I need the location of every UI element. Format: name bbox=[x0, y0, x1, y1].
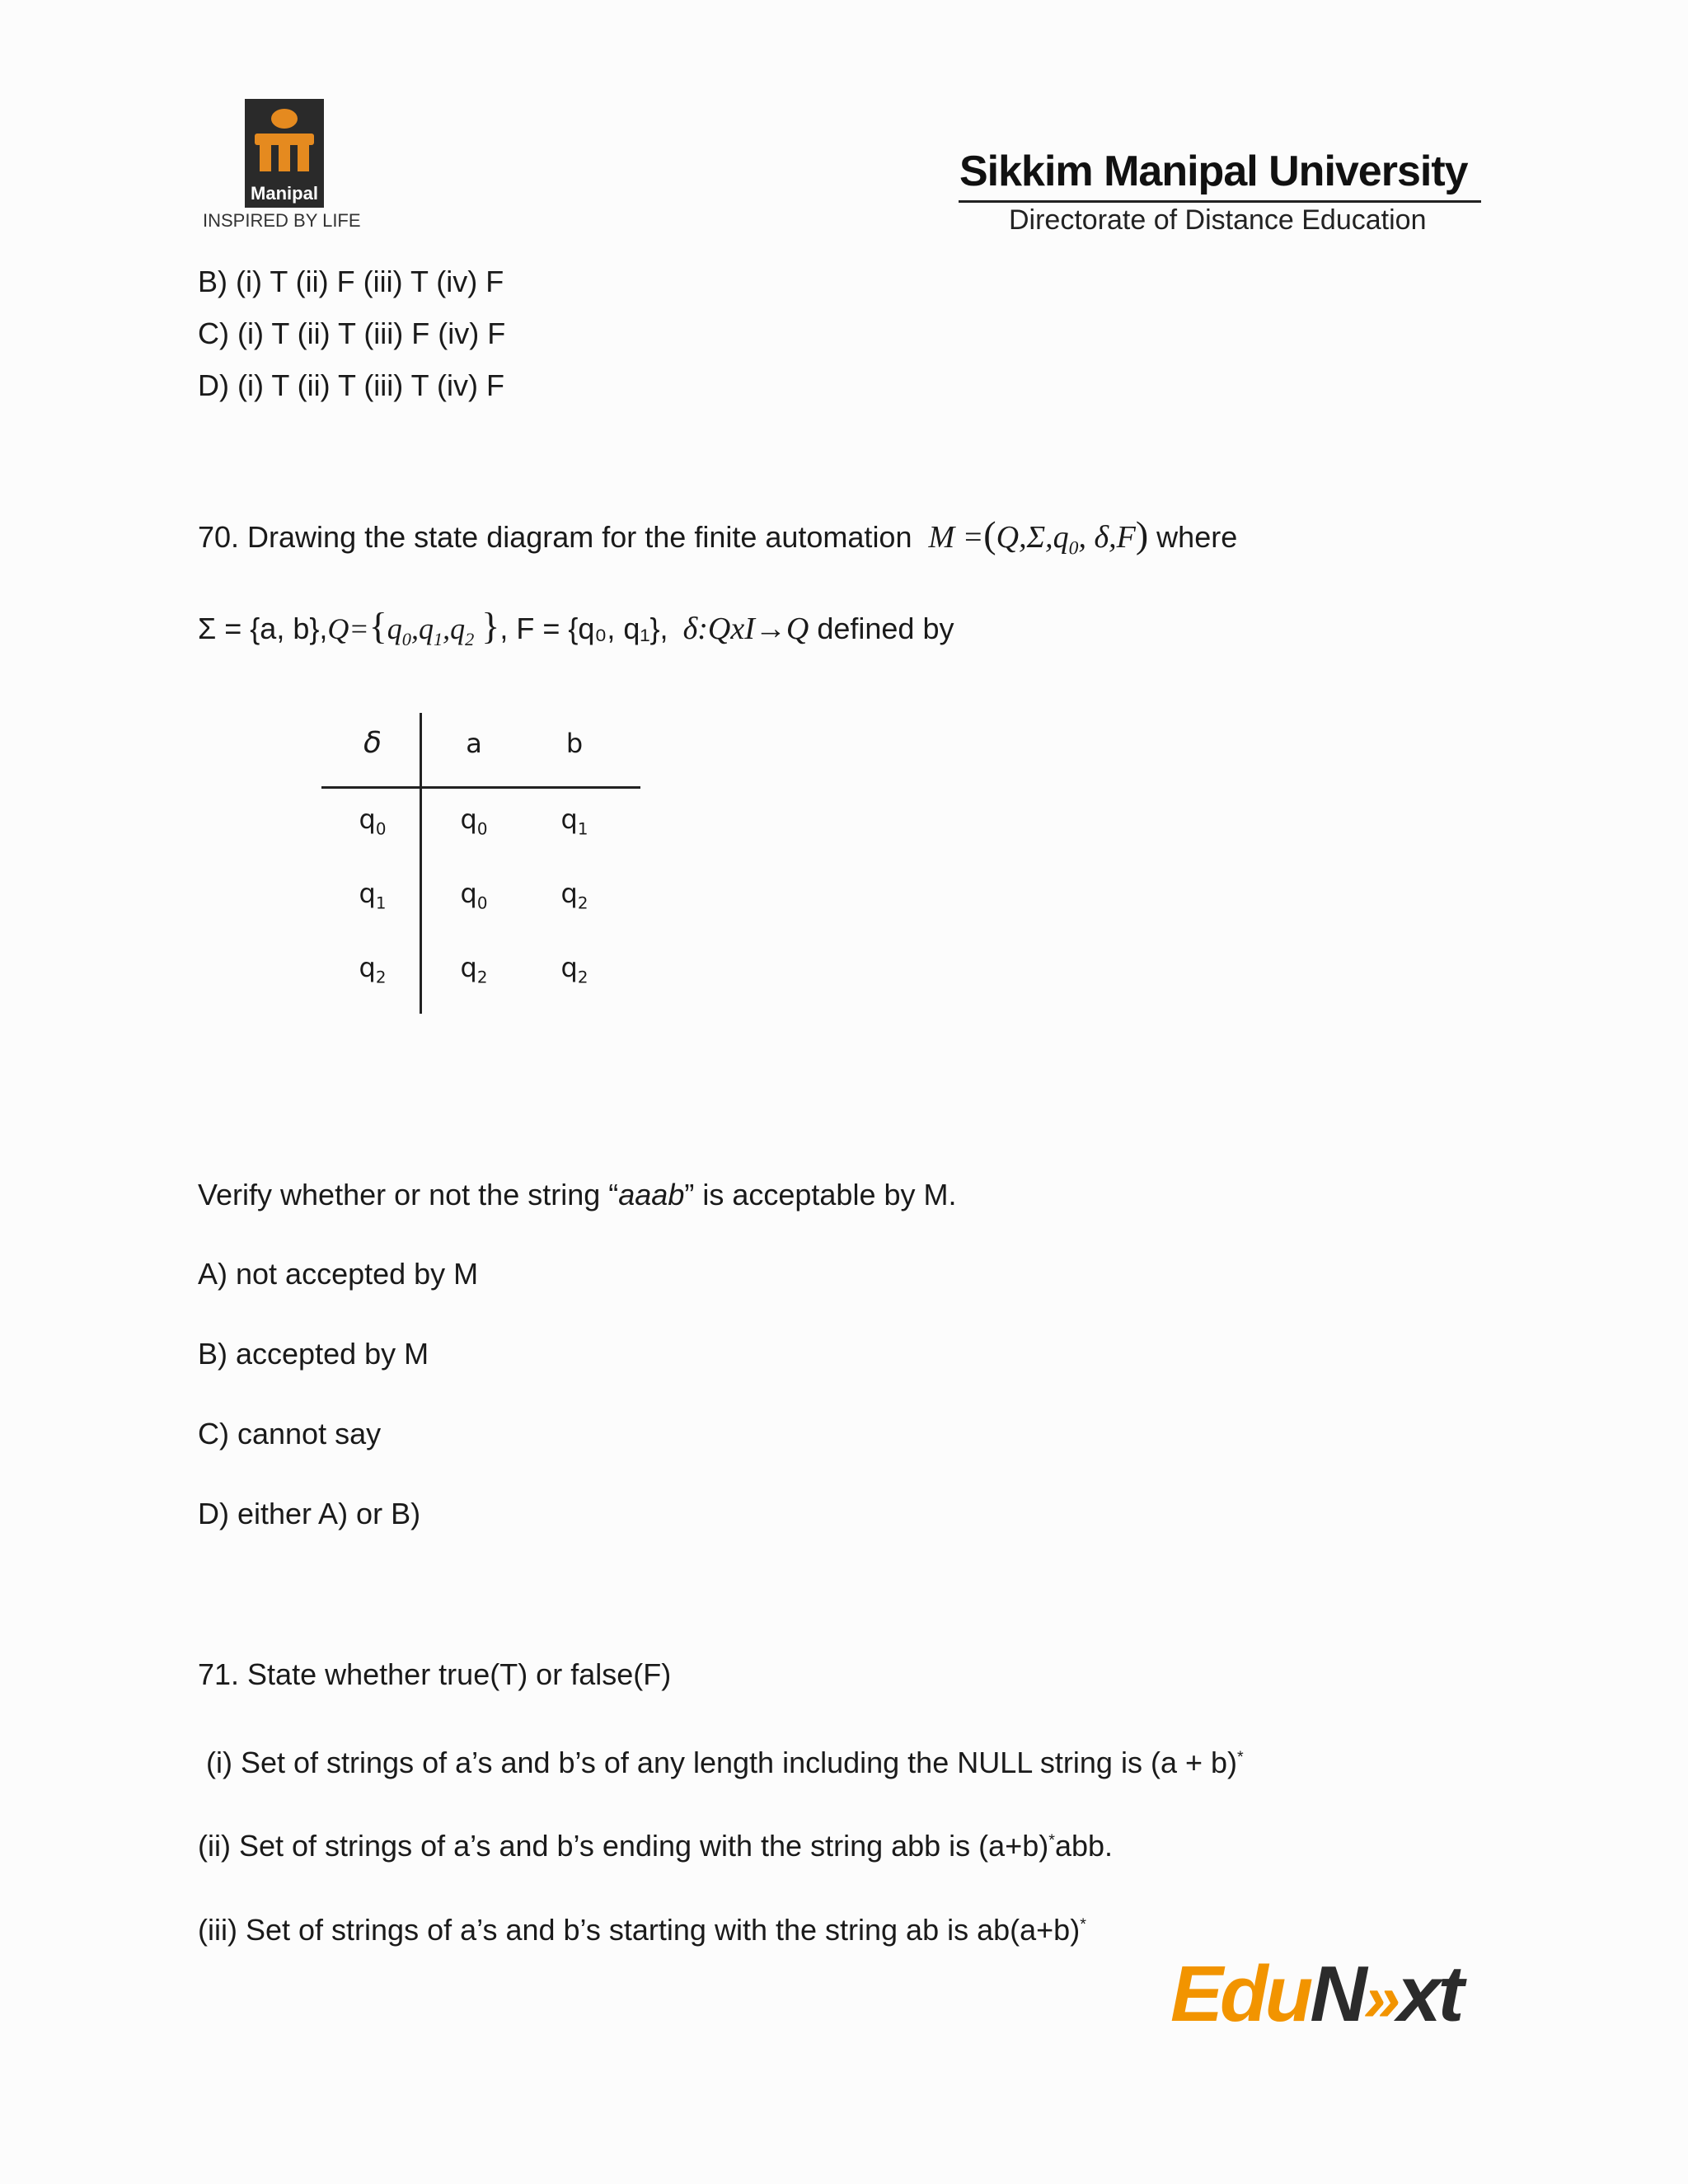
edunxt-logo: EduN»xt bbox=[1170, 1950, 1461, 2038]
alphabet-def: Σ = {a, b}, bbox=[198, 612, 328, 645]
verify-string: aaab bbox=[618, 1178, 685, 1212]
table-cell: $q_0$ bbox=[460, 804, 488, 839]
final-states-def: , F = {q₀, q₁}, bbox=[499, 612, 668, 645]
statement-i: (i) Set of strings of a’s and b’s of any length including the NULL string is (a + b)* bbox=[206, 1746, 1244, 1779]
option-b: B) accepted by M bbox=[198, 1337, 429, 1371]
table-header-delta: δ bbox=[363, 726, 382, 760]
option-a: A) not accepted by M bbox=[198, 1257, 479, 1291]
table-cell: $q_2$ bbox=[359, 952, 387, 987]
defined-by-text: defined by bbox=[817, 612, 954, 645]
table-vertical-rule bbox=[420, 713, 422, 1014]
table-cell: $q_0$ bbox=[359, 804, 387, 839]
table-cell: $q_2$ bbox=[560, 878, 588, 913]
university-name: Sikkim Manipal University bbox=[959, 148, 1468, 195]
logo-tagline: INSPIRED BY LIFE bbox=[203, 210, 361, 231]
where-word: where bbox=[1156, 520, 1238, 554]
option-c: C) cannot say bbox=[198, 1417, 382, 1451]
option-d: D) either A) or B) bbox=[198, 1497, 421, 1530]
statement-iii: (iii) Set of strings of a’s and b’s starting with the string ab is ab(a+b)* bbox=[198, 1913, 1086, 1947]
manipal-emblem-icon bbox=[245, 99, 324, 190]
table-cell: $q_2$ bbox=[560, 952, 588, 987]
state-set: $Q=\{q_0,q_1,q_2$ } bbox=[327, 605, 500, 650]
table-header-a: a bbox=[466, 728, 482, 759]
question-70-line2 bbox=[198, 605, 954, 658]
prev-option-c: C) (i) T (ii) T (iii) F (iv) F bbox=[198, 316, 506, 350]
table-header-b: b bbox=[565, 728, 584, 759]
manipal-logo bbox=[245, 99, 324, 208]
department-name: Directorate of Distance Education bbox=[1009, 204, 1427, 236]
transition-table bbox=[320, 710, 641, 1014]
header-underline bbox=[959, 200, 1481, 203]
table-horizontal-rule bbox=[321, 786, 640, 789]
table-cell: $q_0$ bbox=[460, 878, 488, 913]
prev-option-d: D) (i) T (ii) T (iii) T (iv) F bbox=[198, 368, 504, 402]
question-71-title: 71. State whether true(T) or false(F) bbox=[198, 1657, 672, 1691]
table-cell: $q_2$ bbox=[460, 952, 488, 987]
question-70-intro: 70. Drawing the state diagram for the finite automation bbox=[198, 520, 912, 554]
table-cell: $q_1$ bbox=[359, 878, 387, 913]
automaton-tuple: $M =(Q,\Sigma,q_0$, δ,F) bbox=[928, 513, 1149, 560]
edunxt-chevron-icon: » bbox=[1363, 1961, 1398, 2035]
question-70-line1 bbox=[198, 513, 1238, 567]
table-cell: $q_1$ bbox=[560, 804, 588, 839]
logo-wordmark: Manipal bbox=[251, 183, 318, 204]
statement-ii: (ii) Set of strings of a’s and b’s ending with the string abb is (a+b)*abb. bbox=[198, 1829, 1114, 1863]
prev-option-b: B) (i) T (ii) F (iii) T (iv) F bbox=[198, 265, 504, 298]
transition-function-def: δ:QxI→Q bbox=[682, 612, 809, 646]
verify-question: Verify whether or not the string “aaab” is acceptable by M. bbox=[198, 1178, 957, 1212]
